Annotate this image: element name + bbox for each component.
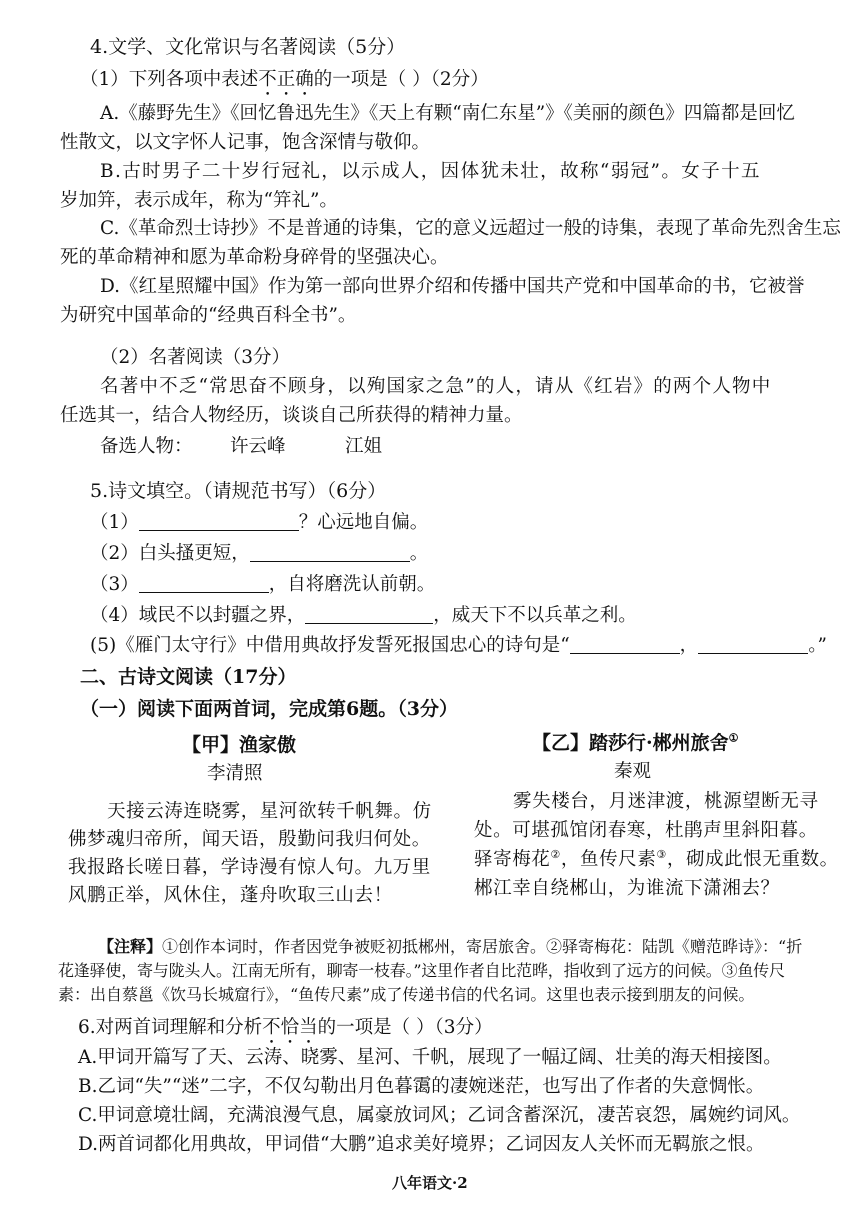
q6-emphasis: 不恰当 bbox=[262, 1017, 318, 1038]
poem-a-line-1: 天接云涛连晓雾，星河欲转千帆舞。仿 bbox=[107, 801, 432, 822]
q5-item-5-text: (5)《雁门太守行》中借用典故抒发誓死报国忠心的诗句是“ bbox=[90, 635, 570, 656]
notes-line-3: 素：出自蔡邕《饮马长城窟行》，“鱼传尺素”成了传递书信的代名词。这里也表示接到朋友的问候。 bbox=[58, 985, 755, 1004]
q6-prefix: 6.对两首词理解和分析 bbox=[78, 1017, 263, 1038]
q5-item-4-text: （4）域民不以封疆之界， bbox=[90, 605, 306, 626]
poem-b-line-3-a: 驿寄梅花 bbox=[474, 849, 551, 870]
q5-heading: 5.诗文填空。（请规范书写）（6分） bbox=[90, 480, 387, 502]
poem-b-note-2-marker: ② bbox=[550, 847, 561, 861]
notes-label: 【注释】 bbox=[98, 937, 163, 956]
q4-sub2-line2: 任选其一，结合人物经历，谈谈自己所获得的精神力量。 bbox=[60, 405, 523, 426]
part2-sub1: （一）阅读下面两首词，完成第6题。（3分） bbox=[80, 698, 458, 720]
q5-item-4 bbox=[90, 601, 637, 627]
q4-option-a-line2: 性散文，以文字怀人记事，饱含深情与敬仰。 bbox=[60, 132, 431, 153]
poem-b-note-3-marker: ③ bbox=[656, 847, 667, 861]
q5-item-2 bbox=[90, 539, 428, 565]
q5-item-5-end: 。” bbox=[808, 635, 827, 656]
poem-a-title: 【甲】渔家傲 bbox=[182, 734, 297, 756]
poem-b-line-4: 郴江幸自绕郴山，为谁流下潇湘去？ bbox=[474, 878, 780, 899]
q5-item-1-blank[interactable] bbox=[139, 512, 299, 531]
q5-item-5 bbox=[90, 631, 827, 657]
poem-b-title-text: 【乙】踏莎行·郴州旅舍 bbox=[532, 732, 729, 754]
q5-item-3-text: ，自将磨洗认前朝。 bbox=[268, 574, 436, 595]
q5-item-5-blank-2[interactable] bbox=[698, 635, 808, 654]
q4-sub1-stem bbox=[80, 65, 489, 100]
poem-b-line-3-b: ，鱼传尺素 bbox=[560, 849, 657, 870]
poem-a-line-2: 佛梦魂归帝所，闻天语，殷勤问我归何处。 bbox=[68, 829, 431, 850]
q6-option-c: C.甲词意境壮阔，充满浪漫气息，属豪放词风；乙词含蓄深沉，凄苦哀怨，属婉约词风。 bbox=[78, 1105, 801, 1126]
notes-line-1-text: ①创作本词时，作者因党争被贬初抵郴州，寄居旅舍。②驿寄梅花：陆凯《赠范晔诗》：“折 bbox=[162, 937, 803, 956]
q5-item-3-blank[interactable] bbox=[139, 574, 269, 593]
q4-option-c-line1: C.《革命烈士诗抄》不是普通的诗集，它的意义远超过一般的诗集，表现了革命先烈舍生忘 bbox=[100, 218, 841, 239]
q5-item-1-number: （1） bbox=[90, 512, 139, 533]
q5-item-5-comma: ， bbox=[679, 635, 699, 656]
notes-line-2: 花逢驿使，寄与陇头人。江南无所有，聊寄一枝春。”这里作者自比范晔，指收到了远方的问候。③鱼传尺 bbox=[58, 961, 785, 980]
q5-item-1-text: ？心远地自偏。 bbox=[298, 512, 429, 533]
q4-sub2-heading: （2）名著阅读（3分） bbox=[100, 347, 291, 368]
q5-item-2-end: 。 bbox=[409, 543, 429, 564]
q6-option-d: D.两首词都化用典故，甲词借“大鹏”追求美好境界；乙词因友人关怀而无羁旅之恨。 bbox=[78, 1134, 765, 1155]
q4-option-b-line1: B.古时男子二十岁行冠礼，以示成人，因体犹未壮，故称“弱冠”。女子十五 bbox=[100, 161, 761, 182]
notes-line-1 bbox=[98, 934, 802, 957]
q5-item-3-number: （3） bbox=[90, 574, 139, 595]
poem-b-line-2: 处。可堪孤馆闭春寒，杜鹃声里斜阳暮。 bbox=[474, 820, 818, 841]
part2-heading: 二、古诗文阅读（17分） bbox=[80, 666, 297, 688]
poem-b-line-3-c: ，砌成此恨无重数。 bbox=[666, 849, 839, 870]
q5-item-2-text: （2）白头搔更短， bbox=[90, 543, 250, 564]
q5-item-4-blank[interactable] bbox=[305, 605, 433, 624]
page-footer: 八年语文·2 bbox=[392, 1174, 468, 1192]
poem-b-line-1: 雾失楼台，月迷津渡，桃源望断无寻 bbox=[513, 791, 819, 812]
q6-suffix: 的一项是（ ）（3分） bbox=[317, 1017, 493, 1038]
q4-option-b-line2: 岁加笄，表示成年，称为“笄礼”。 bbox=[60, 190, 338, 211]
q5-item-3 bbox=[90, 570, 435, 596]
poem-a-line-4: 风鹏正举，风休住，蓬舟吹取三山去！ bbox=[68, 885, 393, 906]
candidate-jiang-jie: 江姐 bbox=[345, 436, 383, 457]
candidates-label: 备选人物： bbox=[100, 436, 193, 457]
q5-item-4-end: ，威天下不以兵革之利。 bbox=[433, 605, 637, 626]
q5-item-5-blank-1[interactable] bbox=[570, 635, 680, 654]
q4-sub1-prefix: （1）下列各项中表述 bbox=[80, 69, 259, 90]
q4-option-d-line1: D.《红星照耀中国》作为第一部向世界介绍和传播中国共产党和中国革命的书，它被誉 bbox=[100, 276, 805, 297]
q4-sub2-line1: 名著中不乏“常思奋不顾身，以殉国家之急”的人，请从《红岩》的两个人物中 bbox=[100, 376, 772, 397]
candidate-xu-yunfeng: 许云峰 bbox=[230, 436, 286, 457]
q4-heading: 4.文学、文化常识与名著阅读（5分） bbox=[90, 36, 406, 58]
q4-sub1-emphasis: 不正确 bbox=[258, 69, 314, 90]
poem-a-author: 李清照 bbox=[207, 763, 263, 784]
q4-option-c-line2: 死的革命精神和愿为革命粉身碎骨的坚强决心。 bbox=[60, 247, 449, 268]
poem-b-title bbox=[532, 728, 739, 755]
poem-a-line-3: 我报路长嗟日暮，学诗漫有惊人句。九万里 bbox=[68, 857, 431, 878]
q5-item-2-blank[interactable] bbox=[250, 543, 410, 562]
q4-option-d-line2: 为研究中国革命的“经典百科全书”。 bbox=[60, 305, 357, 326]
q6-option-a: A.甲词开篇写了天、云涛、晓雾、星河、千帆，展现了一幅辽阔、壮美的海天相接图。 bbox=[78, 1047, 782, 1068]
q4-option-a-line1: A.《藤野先生》《回忆鲁迅先生》《天上有颗“南仁东星”》《美丽的颜色》四篇都是回忆 bbox=[100, 103, 795, 124]
poem-b-line-3 bbox=[474, 845, 839, 871]
poem-b-author: 秦观 bbox=[614, 761, 652, 782]
q6-option-b: B.乙词“失”“迷”二字，不仅勾勒出月色暮霭的凄婉迷茫，也写出了作者的失意惆怅。 bbox=[78, 1076, 765, 1097]
q4-sub1-suffix: 的一项是（ ）（2分） bbox=[313, 69, 489, 90]
poem-b-note-1-marker: ① bbox=[728, 731, 739, 745]
q5-item-1 bbox=[90, 508, 428, 534]
